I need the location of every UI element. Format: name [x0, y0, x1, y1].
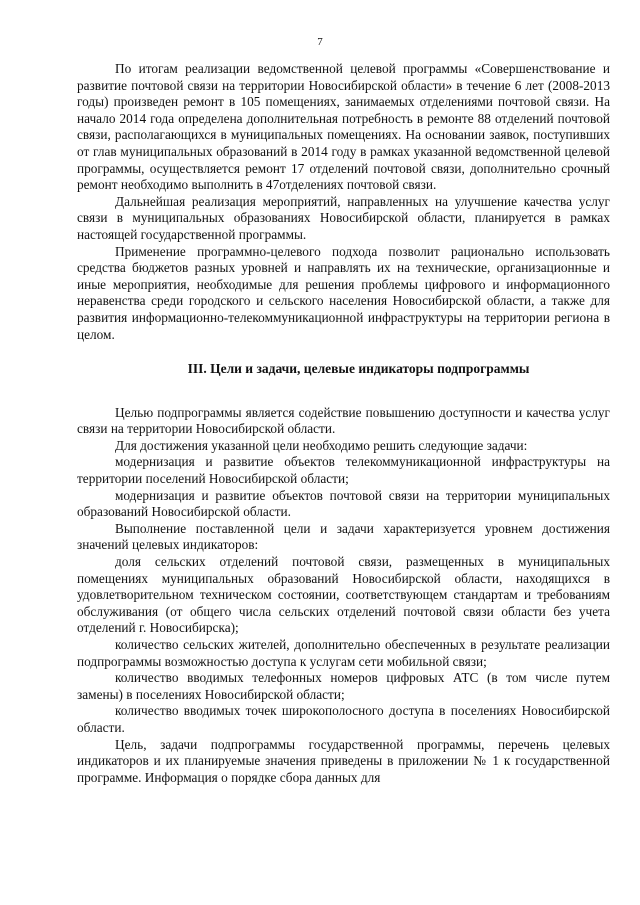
document-body [77, 61, 610, 786]
paragraph-appendix-reference: Цель, задачи подпрограммы государственной программы, перечень целевых индикаторов и их планируемые значения приведены в приложении № 1 к государственной программе. Информация о порядке сбора данных для [77, 736, 610, 785]
paragraph-repair-results: По итогам реализации ведомственной целевой программы «Совершенствование и развитие почтовой связи на территории Новосибирской области» в течение 6 лет (2008-2013 годы) произведен ремонт в 105 помещениях, занимаемых отделениями почтовой связи. На начало 2014 года определена дополнительная потребность в ремонте 88 отделений почтовой связи, располагающихся в муниципальных помещениях. На основании заявок, поступивших от глав муниципальных образований в 2014 году в рамках указанной ведомственной целевой программы, осуществляется ремонт 17 отделений почтовой связи, дополнительно срочный ремонт необходимо выполнить в 47отделениях почтовой связи. [77, 61, 610, 193]
paragraph-indicators-intro: Выполнение поставленной цели и задачи характеризуется уровнем достижения значений целевых индикаторов: [77, 520, 610, 553]
paragraph-indicator-mobile: количество сельских жителей, дополнительно обеспеченных в результате реализации подпрограммы возможностью доступа к услугам сети мобильной связи; [77, 637, 610, 669]
paragraph-program-approach: Применение программно-целевого подхода позволит рационально использовать средства бюджетов разных уровней и направлять их на технические, организационные и иные мероприятия, необходимые для решения проблемы цифрового и информационного неравенства среди городского и сельского населения Новосибирской области, а также для развития информационно-телекоммуникационной инфраструктуры на территории региона в целом. [77, 243, 610, 342]
paragraph-indicator-broadband: количество вводимых точек широкополосного доступа в поселениях Новосибирской области. [77, 703, 610, 735]
paragraph-indicator-postal-share: доля сельских отделений почтовой связи, размещенных в муниципальных помещениях муниципальных образований Новосибирской области, находящихся в удовлетворительном техническом состоянии, соответствующем стандартам и требованиям обслуживания (от общего числа сельских отделений почтовой связи области без учета отделений г. Новосибирска); [77, 554, 610, 636]
paragraph-tasks-intro: Для достижения указанной цели необходимо решить следующие задачи: [115, 437, 528, 453]
page-number: 7 [317, 36, 323, 48]
paragraph-task-postal: модернизация и развитие объектов почтовой связи на территории муниципальных образований Новосибирской области. [77, 487, 610, 520]
paragraph-indicator-phone-numbers: количество вводимых телефонных номеров цифровых АТС (в том числе путем замены) в поселениях Новосибирской области; [77, 670, 610, 702]
paragraph-goal: Целью подпрограммы является содействие повышению доступности и качества услуг связи на территории Новосибирской области. [77, 404, 610, 437]
section-heading: III. Цели и задачи, целевые индикаторы подпрограммы [187, 361, 530, 377]
paragraph-task-telecom: модернизация и развитие объектов телекоммуникационной инфраструктуры на территории поселений Новосибирской области; [77, 454, 610, 487]
paragraph-further-implementation: Дальнейшая реализация мероприятий, направленных на улучшение качества услуг связи в муниципальных образованиях Новосибирской области, планируется в рамках настоящей государственной программы. [77, 193, 610, 242]
